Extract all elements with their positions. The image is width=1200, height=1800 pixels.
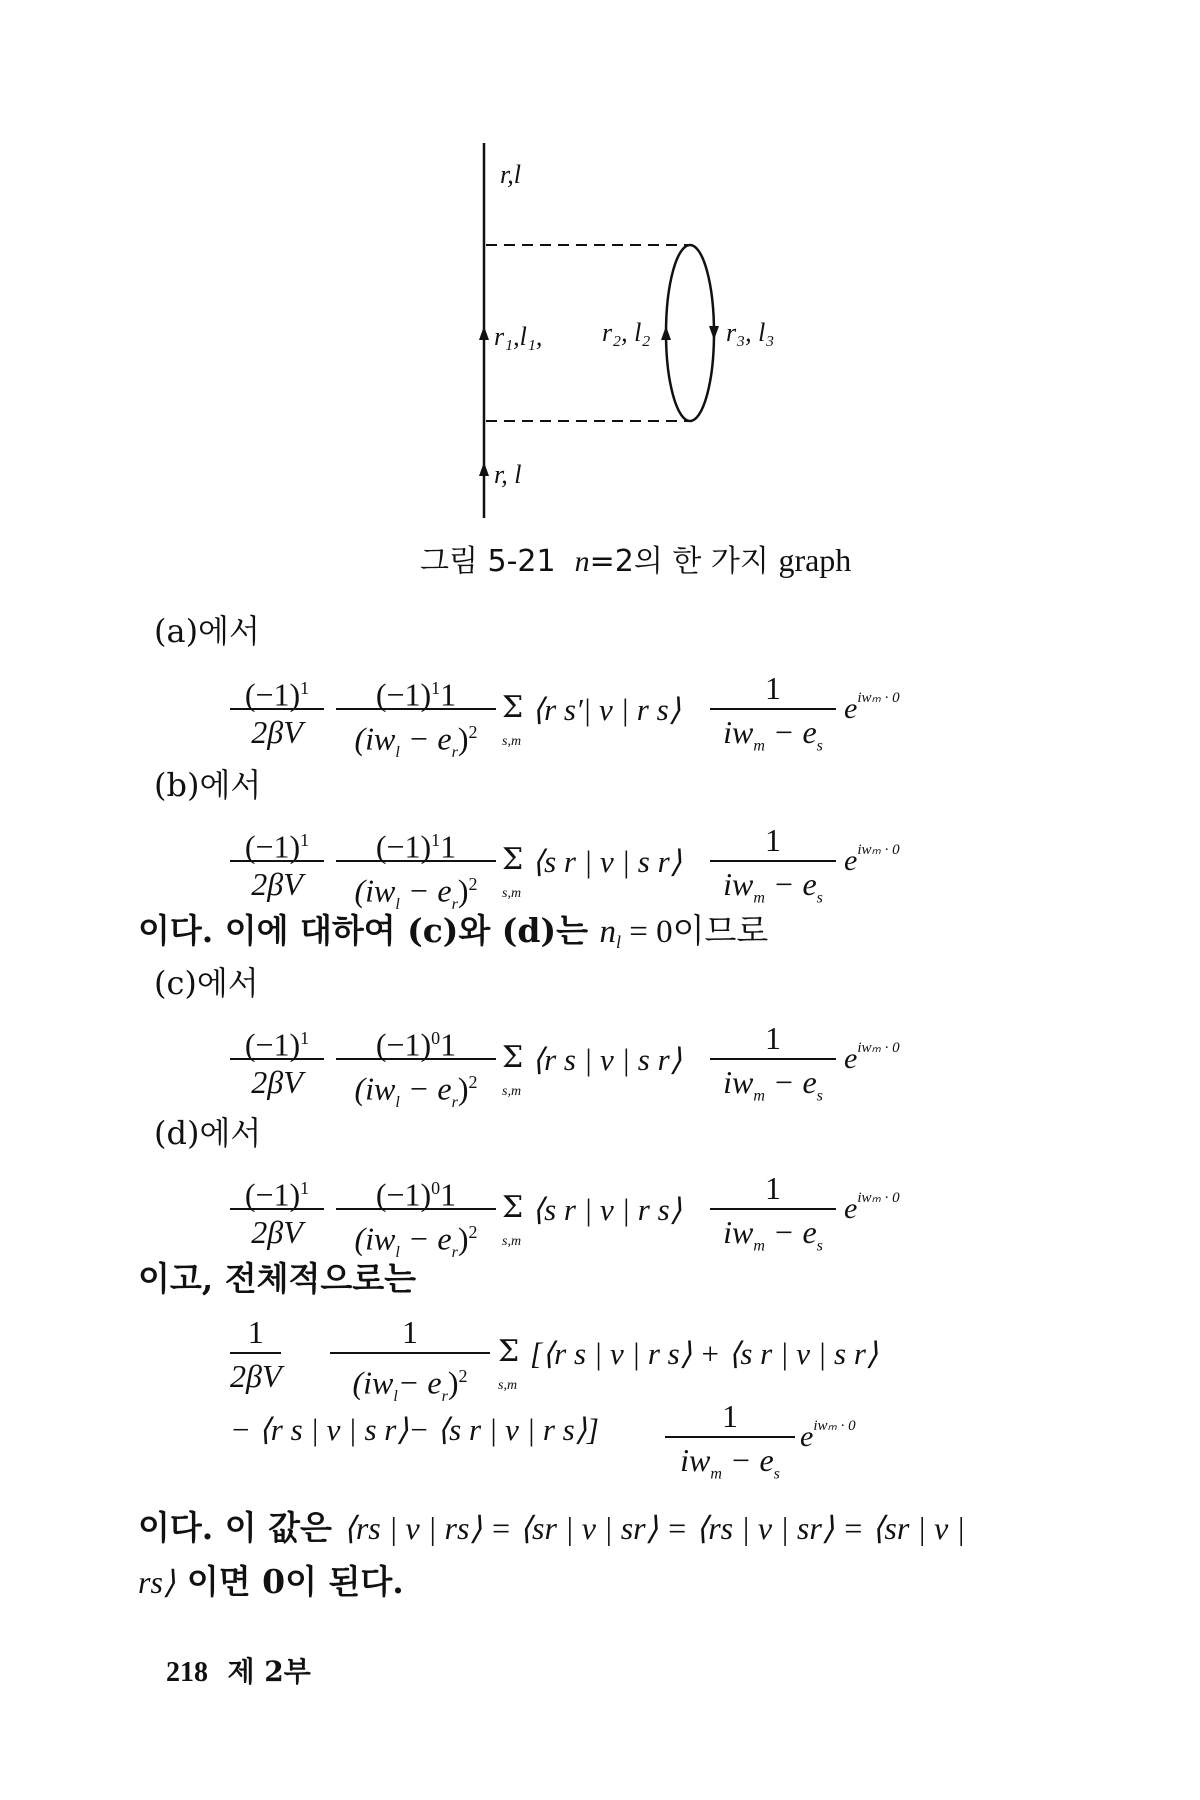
total-exponential: $e^{iw_m \cdot 0}$ — [800, 1418, 856, 1453]
total-row-1: [⟨r s | v | r s⟩ + ⟨s r | v | s r⟩ — [530, 1336, 878, 1371]
case-a-heading: (a)에서 — [154, 612, 260, 650]
page-footer — [166, 1650, 311, 1690]
frac-denominator: 1 $iw_m - e_s$ — [710, 820, 836, 904]
feynman-diagram — [0, 0, 1200, 560]
exponential-factor: $e^{iw_m \cdot 0}$ — [844, 690, 900, 725]
sum-subscript: s,m — [502, 886, 522, 901]
text-line-1: 이다. 이에 대하여 (c)와 (d)는 nl = 0이므로 — [138, 911, 769, 952]
total-frac-3: 1 $iw_m - e_s$ — [665, 1396, 795, 1480]
total-frac-1: $\frac{1}{2\beta V}$ — [230, 1314, 282, 1394]
total-sum-subscript: s,m — [498, 1378, 518, 1393]
sum-symbol: Σ — [502, 1190, 524, 1225]
total-formula — [230, 1312, 950, 1482]
exponential-factor: $e^{iw_m \cdot 0}$ — [844, 842, 900, 877]
arrow-up-mid — [479, 326, 489, 340]
text-line-2: 이고, 전체적으로는 — [138, 1259, 417, 1298]
frac-sign: $\frac{(-1)^1}{2\beta V}$ — [230, 1168, 324, 1252]
matrix-element: ⟨s r | v | r s⟩ — [532, 1192, 682, 1227]
total-frac-2: 1 $(iw_l- e_r)^2$ — [330, 1312, 490, 1396]
exponential-factor: $e^{iw_m \cdot 0}$ — [844, 1190, 900, 1225]
matrix-element: ⟨r s′| v | r s⟩ — [532, 692, 681, 727]
sum-symbol: Σ — [502, 842, 524, 877]
sum-symbol: Σ — [502, 1040, 524, 1075]
frac-propagator: $(-1)^11$ $(iw_l - e_r)^2$ — [336, 820, 496, 904]
arrow-loop-left — [661, 326, 671, 340]
label-top: r,l — [500, 160, 521, 189]
figure-caption: 그림 5-21 n=2의 한 가지 graph — [420, 542, 852, 579]
frac-propagator: $(-1)^01$ $(iw_l - e_r)^2$ — [336, 1018, 496, 1102]
arrow-loop-right — [709, 326, 719, 340]
frac-sign: $\frac{(-1)^1}{2\beta V}$ — [230, 668, 324, 752]
text-line-4: rs⟩ 이면 0이 된다. — [138, 1562, 404, 1601]
frac-propagator: $(-1)^01$ $(iw_l - e_r)^2$ — [336, 1168, 496, 1252]
matrix-element: ⟨s r | v | s r⟩ — [532, 844, 682, 879]
arrow-up-bottom — [479, 462, 489, 476]
page-number: 218 — [166, 1657, 208, 1688]
total-sum-symbol: Σ — [498, 1334, 520, 1369]
text-line-3: 이다. 이 값은 ⟨rs | v | rs⟩ = ⟨sr | v | sr⟩ = ⟨rs | v | sr⟩ = ⟨sr | v | — [138, 1508, 966, 1547]
case-d-heading: (d)에서 — [154, 1114, 262, 1152]
sum-subscript: s,m — [502, 734, 522, 749]
frac-sign: $\frac{(-1)^1}{2\beta V}$ — [230, 1018, 324, 1102]
total-row-2: − ⟨r s | v | s r⟩− ⟨s r | v | r s⟩] — [230, 1412, 599, 1447]
frac-denominator: 1 $iw_m - e_s$ — [710, 668, 836, 752]
fermion-loop — [666, 245, 714, 421]
exponential-factor: $e^{iw_m \cdot 0}$ — [844, 1040, 900, 1075]
part-label: 제 2부 — [227, 1655, 311, 1688]
label-mid-left: r₁,l₁, — [494, 322, 543, 351]
sum-subscript: s,m — [502, 1234, 522, 1249]
case-b-heading: (b)에서 — [154, 766, 262, 804]
case-c-heading: (c)에서 — [154, 964, 259, 1002]
case-formula — [230, 668, 930, 768]
frac-denominator: 1 $iw_m - e_s$ — [710, 1168, 836, 1252]
label-loop-left: r₂, l₂ — [602, 318, 651, 347]
matrix-element: ⟨r s | v | s r⟩ — [532, 1042, 682, 1077]
frac-propagator: $(-1)^11$ $(iw_l - e_r)^2$ — [336, 668, 496, 752]
sum-symbol: Σ — [502, 690, 524, 725]
label-bottom: r, l — [494, 460, 522, 489]
label-loop-right: r₃, l₃ — [726, 318, 775, 347]
frac-sign: $\frac{(-1)^1}{2\beta V}$ — [230, 820, 324, 904]
frac-denominator: 1 $iw_m - e_s$ — [710, 1018, 836, 1102]
case-formula — [230, 1018, 930, 1118]
sum-subscript: s,m — [502, 1084, 522, 1099]
